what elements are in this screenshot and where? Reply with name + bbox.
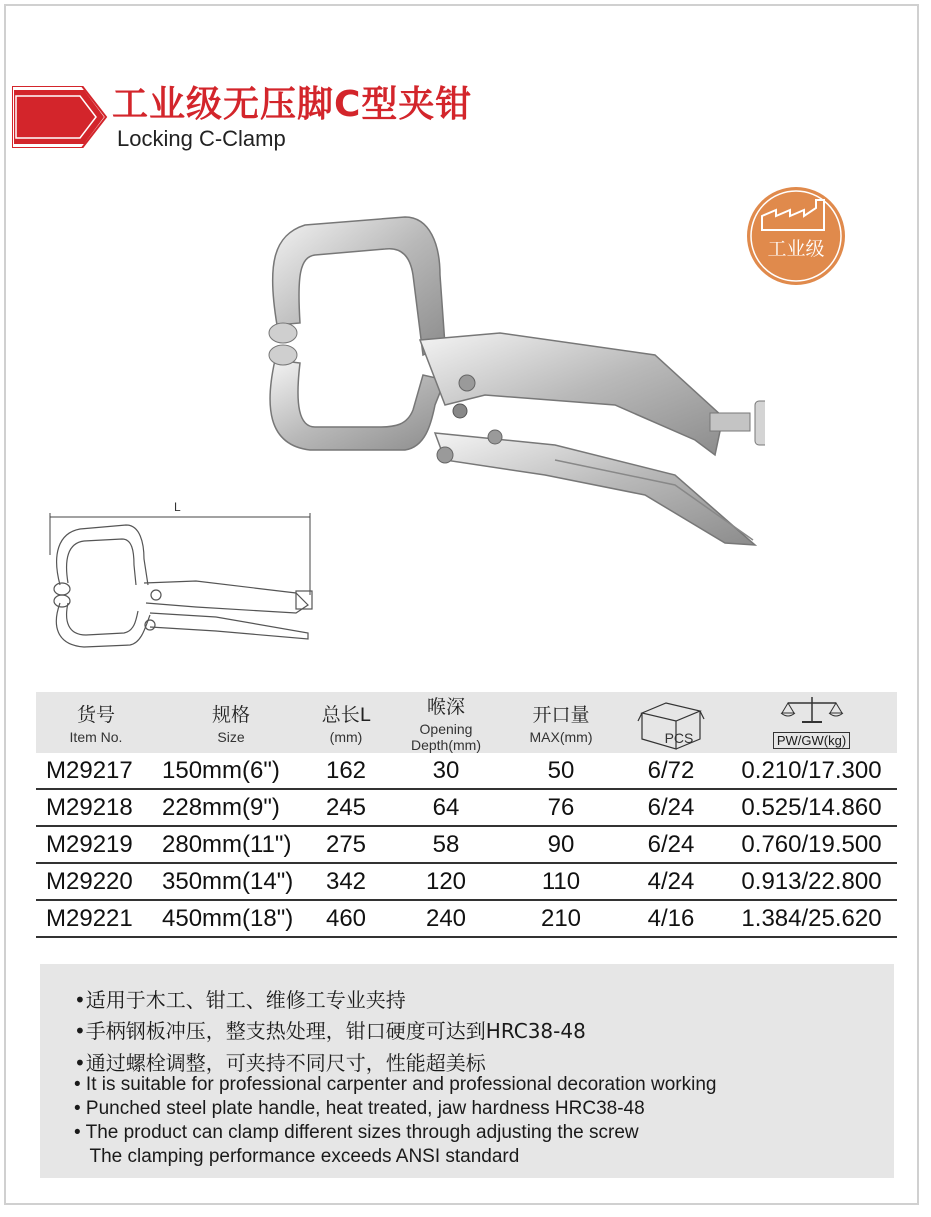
table-cell: M29221 <box>36 900 156 937</box>
badge-label: 工业级 <box>767 238 825 260</box>
feature-zh-3: •通过螺栓调整，可夹持不同尺寸，性能超美标 <box>74 1051 486 1075</box>
clamp-line-drawing <box>46 495 316 655</box>
table-cell: 120 <box>386 863 506 900</box>
spec-table <box>36 692 897 938</box>
table-cell: 64 <box>386 789 506 826</box>
table-cell: 0.760/19.500 <box>726 826 897 863</box>
feature-en-2: • Punched steel plate handle, heat treated, jaw hardness HRC38-48 <box>74 1098 645 1119</box>
table-row <box>36 826 897 863</box>
table-cell: 450mm(18") <box>156 900 306 937</box>
dimension-label: L <box>174 500 181 514</box>
c-clamp-photo <box>255 205 765 555</box>
table-cell: 280mm(11") <box>156 826 306 863</box>
header-weight: PW/GW(kg) <box>726 692 897 753</box>
table-cell: 0.525/14.860 <box>726 789 897 826</box>
feature-en-3: • The product can clamp different sizes through adjusting the screw <box>74 1122 639 1143</box>
table-cell: 240 <box>386 900 506 937</box>
header-size: 规格 Size <box>156 692 306 753</box>
table-cell: 6/24 <box>616 826 726 863</box>
table-cell: 0.210/17.300 <box>726 753 897 789</box>
header-pcs: PCS <box>616 692 726 753</box>
table-row <box>36 900 897 937</box>
table-cell: 90 <box>506 826 616 863</box>
table-cell: 50 <box>506 753 616 789</box>
feature-en-4: The clamping performance exceeds ANSI standard <box>74 1146 520 1167</box>
feature-en-1: • It is suitable for professional carpenter and professional decoration working <box>74 1074 717 1095</box>
table-cell: M29220 <box>36 863 156 900</box>
table-cell: 342 <box>306 863 386 900</box>
table-cell: 6/72 <box>616 753 726 789</box>
table-cell: 210 <box>506 900 616 937</box>
header-item-no: 货号 Item No. <box>36 692 156 753</box>
header-max-opening: 开口量 MAX(mm) <box>506 692 616 753</box>
table-cell: 76 <box>506 789 616 826</box>
table-cell: M29218 <box>36 789 156 826</box>
table-cell: 1.384/25.620 <box>726 900 897 937</box>
table-row <box>36 753 897 789</box>
table-cell: 228mm(9") <box>156 789 306 826</box>
page-title: 工业级无压脚C型夹钳 <box>112 84 473 125</box>
table-cell: 4/16 <box>616 900 726 937</box>
table-cell: 162 <box>306 753 386 789</box>
balance-scale-icon <box>780 695 844 725</box>
table-cell: 6/24 <box>616 789 726 826</box>
feature-zh-2: •手柄钢板冲压，整支热处理，钳口硬度可达到HRC38-48 <box>74 1019 586 1043</box>
header-opening-depth: 喉深 Opening Depth(mm) <box>386 692 506 753</box>
table-row <box>36 863 897 900</box>
table-cell: 58 <box>386 826 506 863</box>
table-cell: 4/24 <box>616 863 726 900</box>
table-row <box>36 789 897 826</box>
features-panel <box>40 964 894 1178</box>
feature-zh-1: •适用于木工、钳工、维修工专业夹持 <box>74 988 406 1012</box>
table-cell: M29219 <box>36 826 156 863</box>
table-cell: M29217 <box>36 753 156 789</box>
arrow-banner-icon <box>12 86 108 148</box>
table-cell: 350mm(14") <box>156 863 306 900</box>
table-cell: 0.913/22.800 <box>726 863 897 900</box>
table-cell: 460 <box>306 900 386 937</box>
table-cell: 245 <box>306 789 386 826</box>
table-cell: 150mm(6") <box>156 753 306 789</box>
table-header-row <box>36 692 897 753</box>
table-cell: 110 <box>506 863 616 900</box>
table-cell: 30 <box>386 753 506 789</box>
page-subtitle: Locking C-Clamp <box>117 126 286 151</box>
table-cell: 275 <box>306 826 386 863</box>
header-total-length: 总长L (mm) <box>306 692 386 753</box>
